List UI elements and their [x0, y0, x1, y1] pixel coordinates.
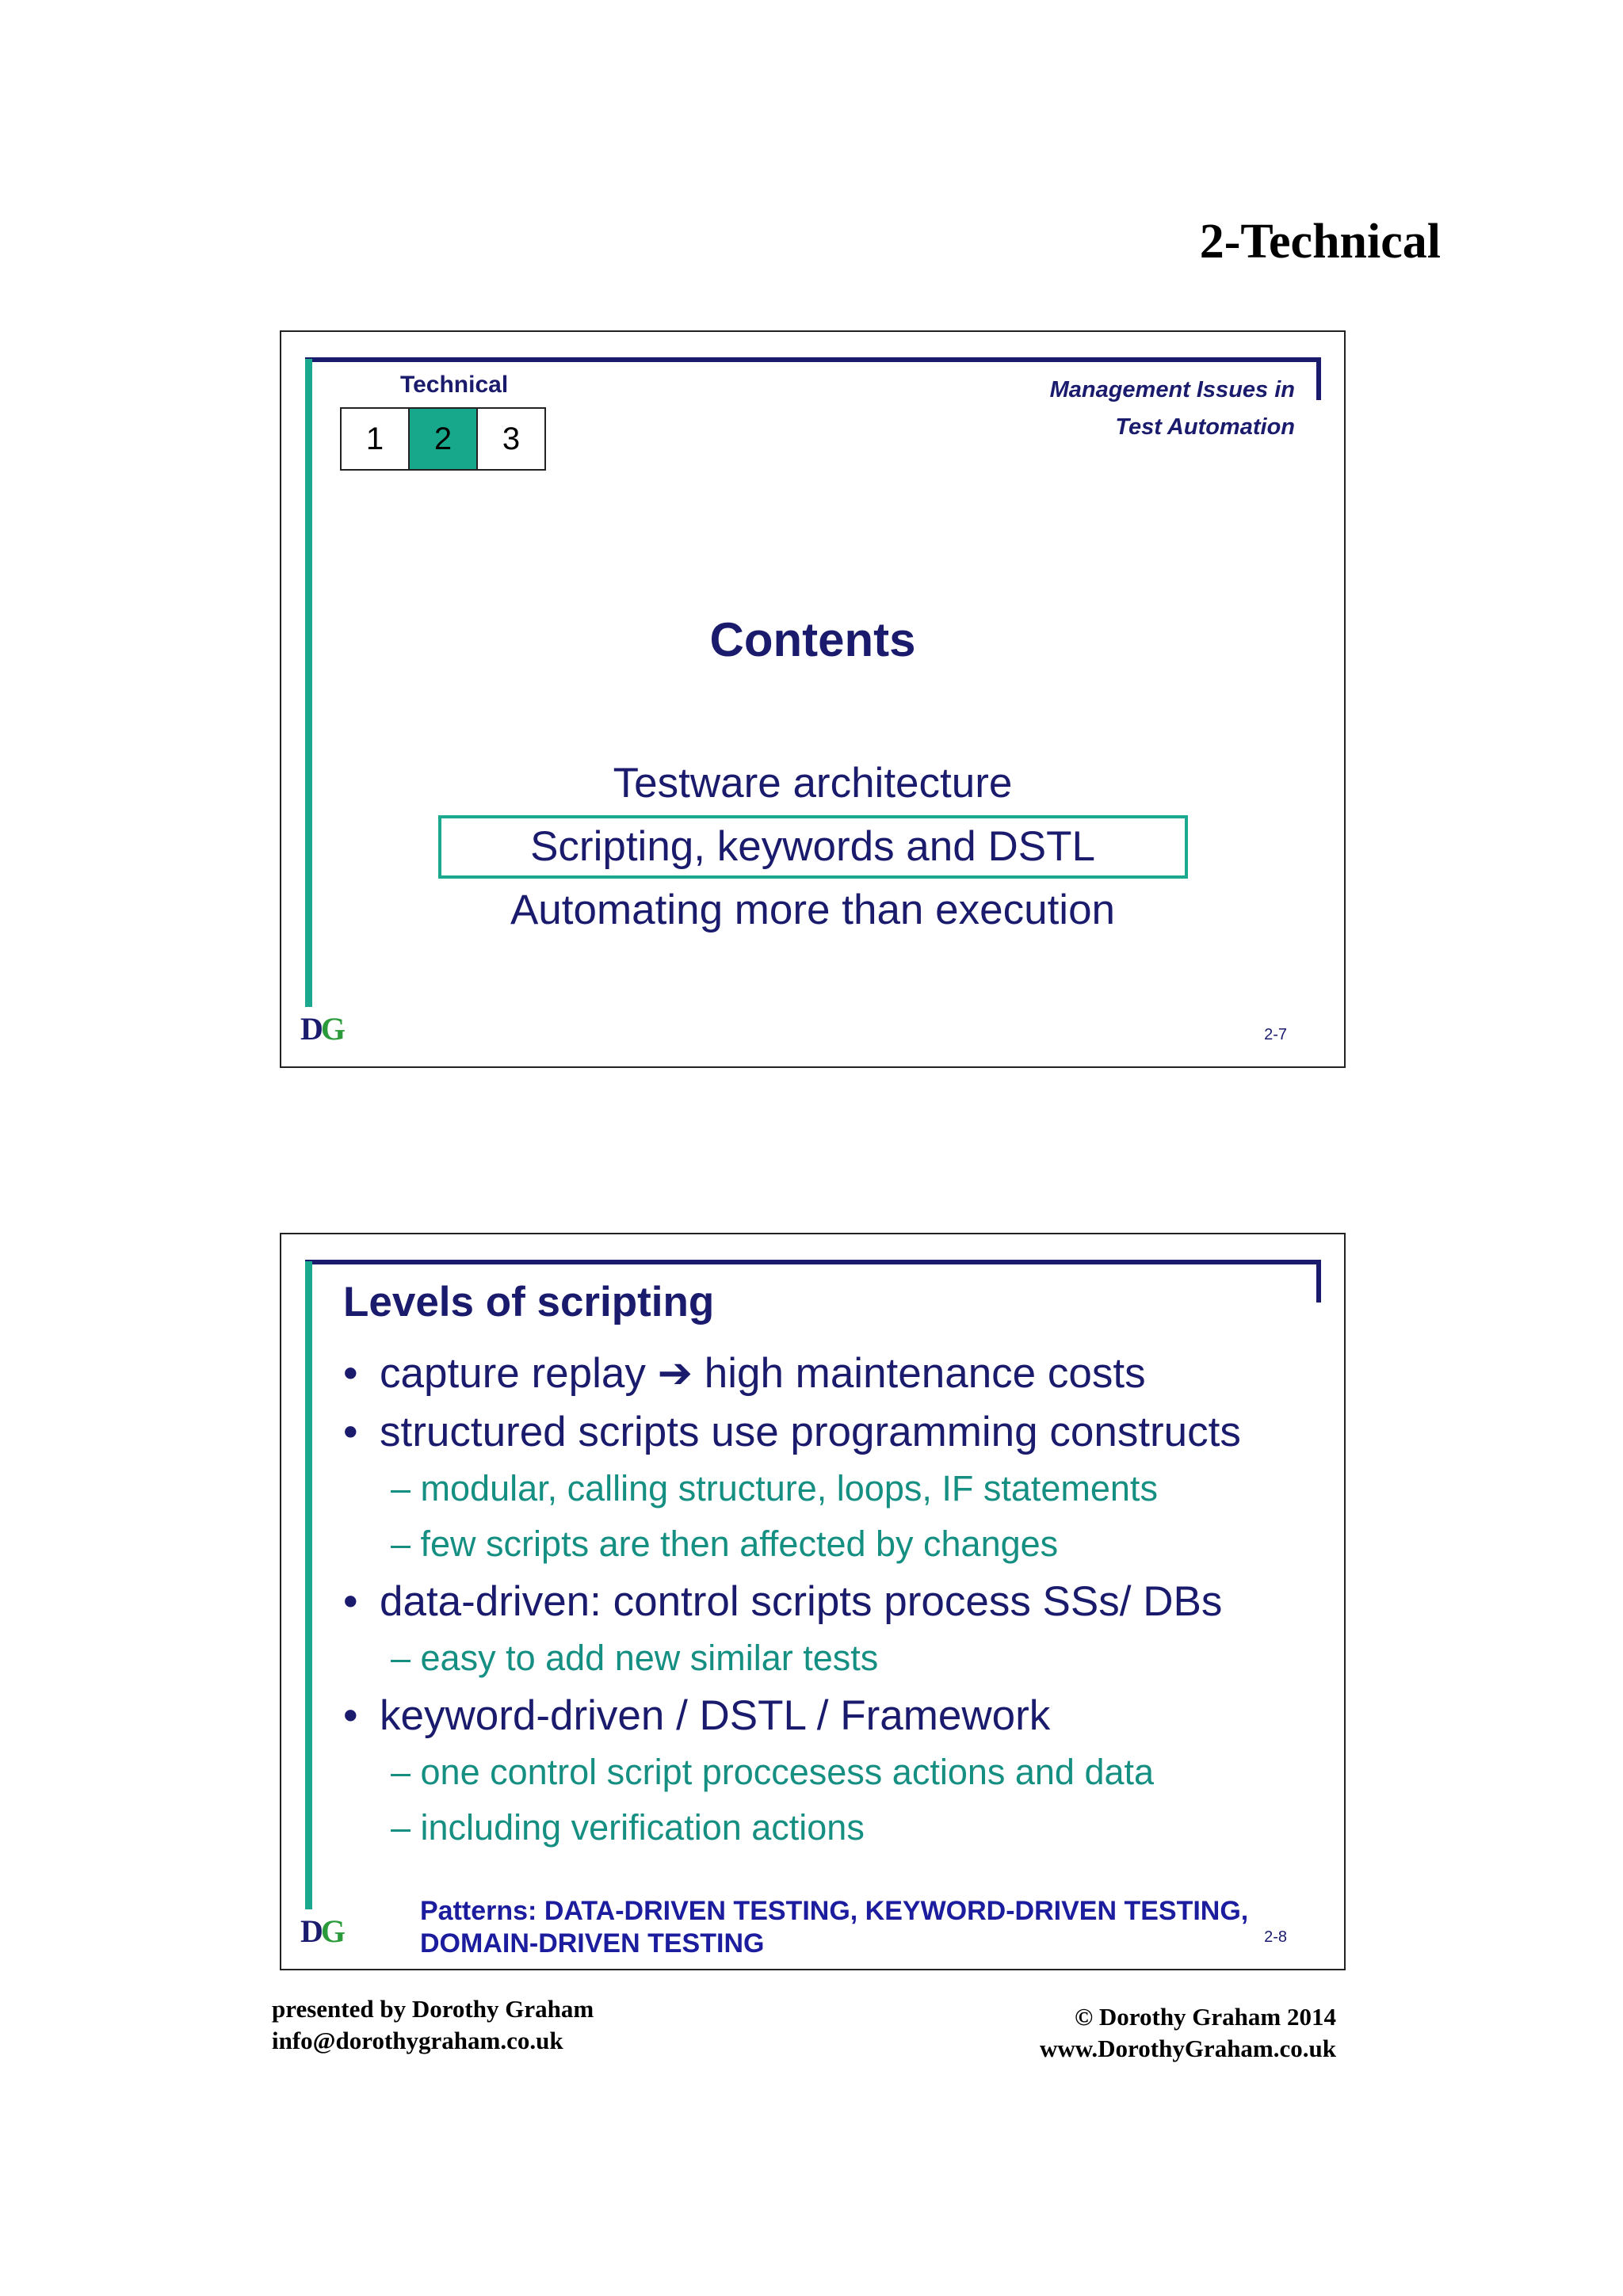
slide-top-rule [305, 1260, 1321, 1264]
footer-presenter [272, 1993, 594, 2057]
bullet-text: high maintenance costs [704, 1349, 1146, 1397]
dg-logo: DG [300, 1913, 344, 1949]
slide-contents [280, 330, 1346, 1068]
slide-levels-of-scripting [280, 1233, 1346, 1970]
sub-bullet-item: – one control script proccesess actions and data [391, 1752, 1155, 1792]
bullet-text: capture replay [380, 1349, 646, 1397]
bullet-item [343, 1686, 1312, 1745]
slide-top-rule [305, 357, 1321, 362]
bullet-item [343, 1572, 1312, 1630]
slide-corner-rule [1316, 1260, 1321, 1302]
contact-email: info@dorothygraham.co.uk [272, 2027, 563, 2054]
bullet-symbol: • [343, 1408, 358, 1455]
course-title-line1: Management Issues in [1049, 377, 1295, 402]
contents-item: Testware architecture [613, 760, 1013, 807]
footer-copyright [1040, 2001, 1336, 2065]
contents-list [281, 752, 1344, 942]
course-title-line2: Test Automation [1115, 414, 1295, 440]
slide-number: 2-8 [1264, 1928, 1287, 1946]
slide-number: 2-7 [1264, 1026, 1287, 1043]
sub-bullet-item: – few scripts are then affected by changes [391, 1524, 1059, 1564]
right-arrow-icon: ➔ [657, 1349, 693, 1397]
patterns-note [420, 1895, 1248, 1960]
sub-bullet-item: – easy to add new similar tests [391, 1638, 879, 1678]
bullet-symbol: • [343, 1349, 358, 1397]
bullet-list [343, 1344, 1312, 1855]
dg-logo: DG [300, 1011, 344, 1047]
slide-corner-rule [1316, 357, 1321, 400]
slide-side-bar [305, 1261, 312, 1909]
bullet-item [343, 1344, 1312, 1402]
bullet-text: keyword-driven / DSTL / Framework [380, 1691, 1051, 1739]
section-box-2: 2 [408, 407, 478, 471]
section-indicator [342, 407, 546, 471]
section-box-3: 3 [476, 407, 546, 471]
patterns-line2: DOMAIN-DRIVEN TESTING [420, 1928, 765, 1958]
bullet-text: structured scripts use programming constructs [380, 1408, 1241, 1455]
bullet-item [343, 1402, 1312, 1461]
bullet-text: data-driven: control scripts process SSs/ DBs [380, 1577, 1223, 1625]
website-url: www.DorothyGraham.co.uk [1039, 2035, 1336, 2062]
section-box-1: 1 [340, 407, 410, 471]
section-label: Technical [400, 372, 509, 398]
page-title: 2-Technical [1199, 215, 1441, 269]
contents-item: Automating more than execution [510, 887, 1116, 933]
sub-bullet-item: – including verification actions [391, 1807, 865, 1848]
course-title [1050, 372, 1295, 446]
contents-item-highlighted: Scripting, keywords and DSTL [438, 815, 1188, 879]
slide-heading: Levels of scripting [343, 1279, 715, 1325]
presented-by: presented by Dorothy Graham [272, 1995, 594, 2023]
patterns-line1: Patterns: DATA-DRIVEN TESTING, KEYWORD-DRIVEN TESTING, [420, 1896, 1249, 1926]
copyright-notice: © Dorothy Graham 2014 [1075, 2003, 1336, 2031]
bullet-symbol: • [343, 1691, 358, 1739]
sub-bullet-item: – modular, calling structure, loops, IF statements [391, 1468, 1158, 1508]
contents-heading: Contents [709, 613, 916, 666]
bullet-symbol: • [343, 1577, 358, 1625]
